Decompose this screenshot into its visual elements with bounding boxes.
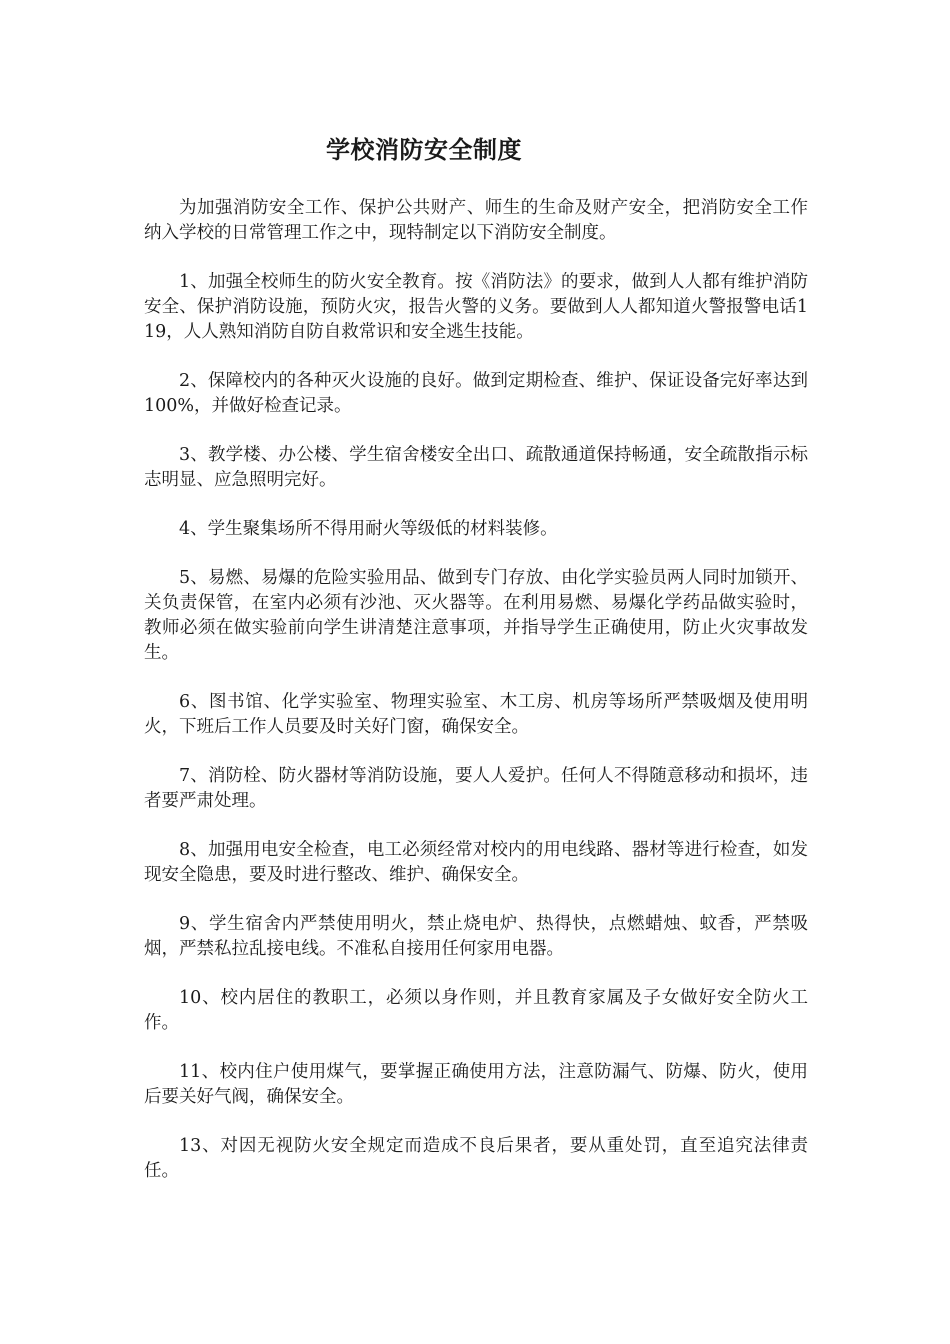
intro-paragraph: 为加强消防安全工作、保护公共财产、师生的生命及财产安全，把消防安全工作纳入学校的日常管理工作之中，现特制定以下消防安全制度。 — [144, 198, 808, 243]
rule-6-paragraph: 6、图书馆、化学实验室、物理实验室、木工房、机房等场所严禁吸烟及使用明火，下班后工作人员要及时关好门窗，确保安全。 — [144, 692, 808, 737]
rule-13-paragraph: 13、对因无视防火安全规定而造成不良后果者，要从重处罚，直至追究法律责任。 — [144, 1136, 808, 1181]
rule-7-paragraph: 7、消防栓、防火器材等消防设施，要人人爱护。任何人不得随意移动和损坏，违者要严肃处理。 — [144, 766, 808, 811]
document-title: 学校消防安全制度 — [326, 136, 522, 164]
rule-10-paragraph: 10、校内居住的教职工，必须以身作则，并且教育家属及子女做好安全防火工作。 — [144, 988, 808, 1033]
document-body — [144, 196, 808, 1208]
rule-11-paragraph: 11、校内住户使用煤气，要掌握正确使用方法，注意防漏气、防爆、防火，使用后要关好气阀，确保安全。 — [144, 1062, 808, 1107]
rule-4-paragraph: 4、学生聚集场所不得用耐火等级低的材料装修。 — [179, 519, 558, 539]
rule-2-paragraph: 2、保障校内的各种灭火设施的良好。做到定期检查、维护、保证设备完好率达到100%，并做好检查记录。 — [144, 371, 808, 416]
rule-8-paragraph: 8、加强用电安全检查，电工必须经常对校内的用电线路、器材等进行检查，如发现安全隐患，要及时进行整改、维护、确保安全。 — [144, 840, 808, 885]
rule-3-paragraph: 3、教学楼、办公楼、学生宿舍楼安全出口、疏散通道保持畅通，安全疏散指示标志明显、应急照明完好。 — [144, 445, 808, 490]
rule-1-paragraph: 1、加强全校师生的防火安全教育。按《消防法》的要求，做到人人都有维护消防安全、保护消防设施，预防火灾，报告火警的义务。要做到人人都知道火警报警电话119，人人熟知消防自防自救常识和安全逃生技能。 — [144, 272, 808, 342]
rule-9-paragraph: 9、学生宿舍内严禁使用明火，禁止烧电炉、热得快，点燃蜡烛、蚊香，严禁吸烟，严禁私拉乱接电线。不准私自接用任何家用电器。 — [144, 914, 808, 959]
rule-5-paragraph: 5、易燃、易爆的危险实验用品、做到专门存放、由化学实验员两人同时加锁开、关负责保管，在室内必须有沙池、灭火器等。在利用易燃、易爆化学药品做实验时，教师必须在做实验前向学生讲清楚注意事项，并指导学生正确使用，防止火灾事故发生。 — [144, 568, 808, 663]
